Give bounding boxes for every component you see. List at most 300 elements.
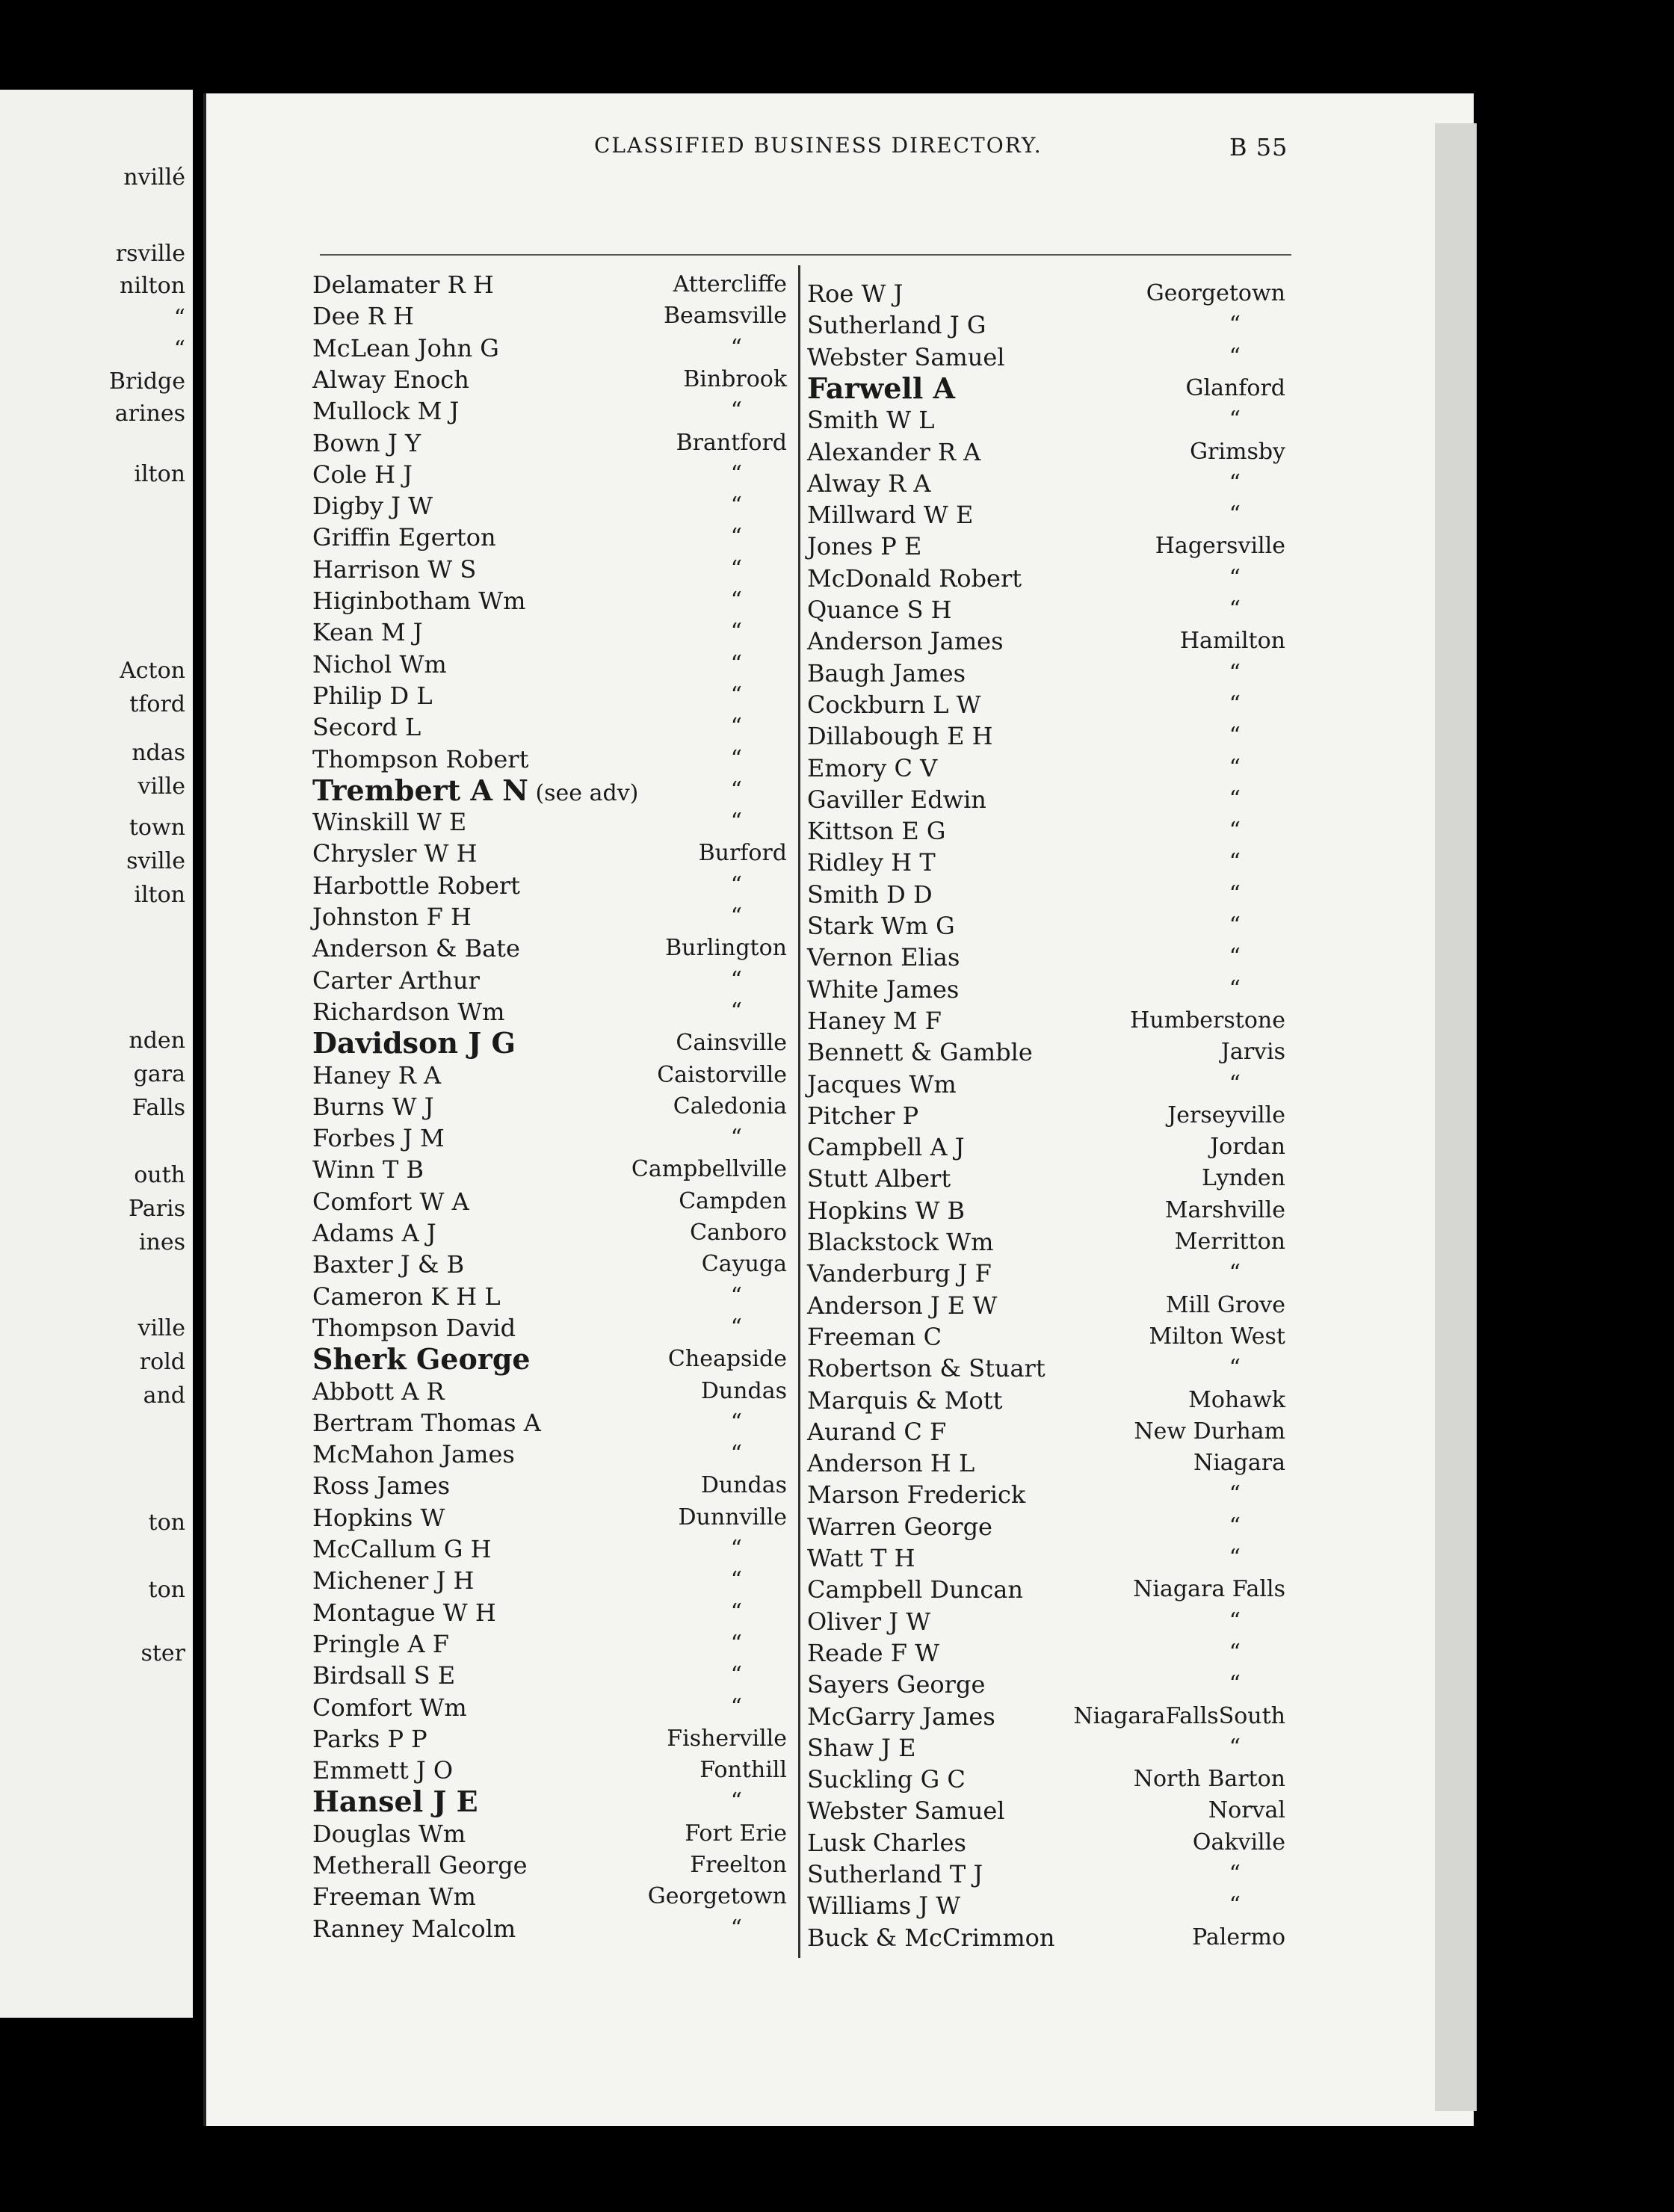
- entry-name: Stark Wm G: [807, 912, 955, 940]
- entry-place: “: [1229, 1892, 1241, 1919]
- entry-place: “: [730, 334, 742, 361]
- directory-entry: [312, 806, 787, 838]
- entry-name: Kittson E G: [807, 817, 946, 846]
- entry-name: Vernon Elias: [807, 943, 960, 972]
- entry-place: Marshville: [1164, 1196, 1285, 1223]
- directory-entry: [807, 942, 1285, 973]
- entry-name: Anderson James: [807, 627, 1004, 656]
- directory-entry: [312, 775, 787, 806]
- directory-entry: [312, 965, 787, 996]
- entry-name: Dee R H: [312, 302, 414, 331]
- entry-place: Binbrook: [683, 365, 787, 392]
- entry-place: “: [730, 745, 742, 772]
- entry-place: “: [730, 492, 742, 519]
- entry-place: “: [1229, 343, 1241, 370]
- facing-page-text: Bridge: [108, 368, 185, 395]
- directory-entry: [312, 870, 787, 901]
- directory-entry: [312, 1723, 787, 1755]
- entry-name: Carter Arthur: [312, 966, 480, 995]
- entry-name: Marquis & Mott: [807, 1385, 1003, 1415]
- directory-entry: [807, 1637, 1285, 1669]
- entry-place: Palermo: [1192, 1924, 1285, 1950]
- directory-entry: [312, 1755, 787, 1786]
- entry-place: “: [730, 1282, 742, 1309]
- directory-entry: [312, 585, 787, 617]
- entry-place: Georgetown: [1146, 280, 1285, 306]
- entry-place: Brantford: [676, 429, 787, 456]
- entry-name: Webster Samuel: [807, 342, 1005, 371]
- facing-page-text: ster: [140, 1640, 185, 1666]
- entry-place: “: [730, 682, 742, 708]
- directory-entry: [807, 1764, 1285, 1795]
- entry-name: Pringle A F: [312, 1629, 449, 1658]
- entry-name: Comfort Wm: [312, 1693, 467, 1722]
- entry-name: Chrysler W H: [312, 839, 478, 868]
- entry-place: Dunnville: [678, 1504, 787, 1530]
- entry-place: “: [730, 1598, 742, 1625]
- directory-entry: [807, 784, 1285, 815]
- entry-place: Jordan: [1210, 1134, 1285, 1161]
- entry-name: McGarry James: [807, 1702, 995, 1731]
- entry-name: Reade F W: [807, 1638, 939, 1667]
- directory-entry: [807, 847, 1285, 878]
- facing-page-text: ilton: [134, 882, 185, 908]
- directory-entry: [807, 499, 1285, 531]
- entry-name: Bennett & Gamble: [807, 1038, 1033, 1067]
- directory-entry: [807, 1226, 1285, 1258]
- entry-name: Birdsall S E: [312, 1661, 456, 1690]
- entry-place: “: [730, 1536, 742, 1562]
- entry-place: Burford: [698, 840, 787, 867]
- directory-entry: [312, 1312, 787, 1344]
- entry-place: Merritton: [1174, 1229, 1285, 1255]
- entry-name: Nichol Wm: [312, 649, 447, 679]
- entry-place: “: [730, 1662, 742, 1689]
- entry-place: “: [730, 776, 742, 803]
- entry-name: Marson Frederick: [807, 1480, 1026, 1510]
- entry-name: Anderson H L: [807, 1449, 975, 1478]
- directory-entry: [312, 459, 787, 490]
- directory-entry: [807, 1448, 1285, 1479]
- directory-entry: [807, 1827, 1285, 1859]
- entry-place: Niagara Falls: [1133, 1576, 1285, 1603]
- entry-name: Stutt Albert: [807, 1164, 951, 1193]
- entry-name: Robertson & Stuart: [807, 1354, 1046, 1383]
- directory-entry: [312, 617, 787, 648]
- entry-name: McCallum G H: [312, 1535, 492, 1563]
- entry-name: Delamater R H: [312, 271, 494, 299]
- entry-name: Michener J H: [312, 1566, 475, 1595]
- directory-entry: [312, 1818, 787, 1850]
- entry-place: North Barton: [1133, 1766, 1285, 1793]
- entry-name: Sutherland T J: [807, 1860, 983, 1888]
- directory-entry: [807, 1037, 1285, 1068]
- directory-entry: [807, 1542, 1285, 1574]
- directory-entry: [312, 1186, 787, 1217]
- directory-entry: [807, 1795, 1285, 1826]
- directory-entry: [312, 901, 787, 933]
- directory-entry: [312, 1028, 787, 1059]
- facing-page-text: arines: [114, 401, 185, 427]
- entry-place: “: [730, 398, 742, 424]
- entry-place: “: [1229, 849, 1241, 876]
- entry-place: Humberstone: [1130, 1007, 1285, 1034]
- facing-page-text: sville: [126, 848, 185, 874]
- entry-place: “: [1229, 944, 1241, 971]
- entry-name: Watt T H: [807, 1544, 915, 1572]
- directory-entry: [312, 649, 787, 680]
- facing-page-fragment: [0, 90, 193, 2018]
- entry-name: Pitcher P: [807, 1101, 919, 1130]
- directory-entry: [807, 1416, 1285, 1448]
- entry-name: Williams J W: [807, 1891, 961, 1921]
- facing-page-text: ilton: [134, 461, 185, 487]
- entry-place: “: [1229, 1639, 1241, 1666]
- directory-entry: [807, 342, 1285, 373]
- facing-page-text: gara: [133, 1061, 185, 1087]
- entry-name: Alway Enoch: [312, 365, 469, 394]
- entry-name: Webster Samuel: [807, 1797, 1005, 1826]
- directory-entry: [807, 1922, 1285, 1953]
- directory-entry: [312, 1407, 787, 1439]
- directory-entry: [807, 1163, 1285, 1194]
- facing-page-text: ton: [148, 1577, 185, 1603]
- entry-place: “: [1229, 818, 1241, 844]
- entry-place: “: [1229, 785, 1241, 812]
- directory-entry: [312, 1597, 787, 1628]
- directory-entry: [312, 1881, 787, 1912]
- entry-name: Sutherland J G: [807, 311, 986, 340]
- entry-place: Canboro: [690, 1220, 787, 1246]
- entry-name: Griffin Egerton: [312, 523, 496, 552]
- directory-entry: [807, 1890, 1285, 1921]
- entry-name: Thompson David: [312, 1313, 516, 1342]
- entry-name: Harbottle Robert: [312, 871, 521, 900]
- entry-name: Freeman Wm: [312, 1882, 476, 1912]
- directory-entry: [807, 1606, 1285, 1637]
- entry-name: Lusk Charles: [807, 1828, 966, 1857]
- directory-entry: [807, 1353, 1285, 1384]
- entry-place: “: [730, 1693, 742, 1720]
- entry-place: Cainsville: [676, 1030, 787, 1057]
- entry-place: “: [730, 966, 742, 993]
- directory-entry: [807, 594, 1285, 625]
- directory-entry: [312, 554, 787, 585]
- facing-page-text: rsville: [115, 241, 185, 267]
- facing-page-text: nden: [129, 1028, 185, 1054]
- entry-name: Gaviller Edwin: [807, 785, 986, 814]
- entry-place: “: [1229, 596, 1241, 622]
- entry-name: Anderson & Bate: [312, 934, 520, 963]
- entry-name: Hopkins W B: [807, 1196, 966, 1225]
- entry-name: Suckling G C: [807, 1765, 966, 1794]
- directory-entry: [312, 933, 787, 964]
- entry-place: “: [1229, 407, 1241, 433]
- entry-name: Anderson J E W: [807, 1291, 998, 1320]
- directory-entry: [807, 531, 1285, 562]
- directory-entry: [807, 1732, 1285, 1764]
- entry-place: Georgetown: [647, 1883, 787, 1910]
- entry-place: Hagersville: [1155, 533, 1285, 560]
- directory-entry: [807, 278, 1285, 309]
- entry-name: McDonald Robert: [807, 563, 1022, 593]
- entry-place: “: [730, 524, 742, 551]
- entry-name: Cameron K H L: [312, 1282, 501, 1311]
- directory-entry: [312, 1850, 787, 1881]
- directory-entry: [312, 744, 787, 775]
- entry-name: Bown J Y: [312, 428, 421, 457]
- entry-place: “: [1229, 1070, 1241, 1097]
- entry-name: McLean John G: [312, 333, 499, 362]
- facing-page-text: Paris: [128, 1196, 185, 1222]
- directory-entry: [807, 1859, 1285, 1890]
- entry-place: “: [1229, 1607, 1241, 1634]
- entry-place: New Durham: [1134, 1418, 1285, 1445]
- directory-entry: [807, 436, 1285, 468]
- entry-name: Johnston F H: [312, 903, 472, 931]
- entry-place: “: [1229, 659, 1241, 686]
- directory-entry: [807, 1069, 1285, 1100]
- entry-place: “: [730, 871, 742, 898]
- entry-name: Haney M F: [807, 1006, 942, 1035]
- entry-name: Buck & McCrimmon: [807, 1923, 1055, 1952]
- entry-name: Millward W E: [807, 501, 974, 530]
- entry-place: “: [730, 809, 742, 835]
- entry-name: Digby J W: [312, 492, 433, 521]
- facing-page-text: ville: [138, 1315, 185, 1341]
- entry-place: “: [730, 1125, 742, 1152]
- entry-name: Ridley H T: [807, 848, 936, 877]
- entry-place: “: [1229, 723, 1241, 750]
- directory-entry: [807, 468, 1285, 499]
- directory-entry: [312, 1628, 787, 1660]
- entry-place: Grimsby: [1190, 438, 1285, 465]
- directory-entry: [312, 522, 787, 553]
- entry-place: “: [730, 1314, 742, 1341]
- entry-name: Campbell A J: [807, 1133, 965, 1162]
- directory-entry: [312, 1217, 787, 1249]
- directory-entry: [312, 1154, 787, 1185]
- directory-entry: [807, 1574, 1285, 1605]
- entry-name: Mullock M J: [312, 397, 460, 426]
- directory-entry: [807, 563, 1285, 594]
- directory-entry: [312, 1692, 787, 1723]
- entry-name: Douglas Wm: [312, 1819, 466, 1848]
- directory-entry: [312, 1281, 787, 1312]
- directory-entry: [312, 1470, 787, 1501]
- entry-name: McMahon James: [312, 1440, 515, 1469]
- directory-entry: [807, 658, 1285, 689]
- entry-place: Milton West: [1149, 1323, 1285, 1350]
- directory-entry: [312, 838, 787, 869]
- entry-place: “: [1229, 1671, 1241, 1698]
- entry-place: “: [730, 555, 742, 582]
- entry-place: “: [730, 714, 742, 741]
- entry-name: Haney R A: [312, 1060, 442, 1090]
- facing-page-text: town: [129, 815, 185, 841]
- entry-place: Beamsville: [663, 303, 787, 330]
- entry-place: “: [1229, 1260, 1241, 1287]
- directory-entry: [807, 1511, 1285, 1542]
- directory-entry: [312, 490, 787, 522]
- entry-place: “: [1229, 1861, 1241, 1887]
- directory-entry: [807, 815, 1285, 847]
- entry-name: Cole H J: [312, 460, 413, 489]
- entry-name: Metherall George: [312, 1851, 528, 1879]
- directory-entry: [807, 753, 1285, 784]
- entry-name: Burns W J: [312, 1092, 434, 1121]
- entry-place: Caistorville: [657, 1061, 787, 1088]
- directory-entry: [312, 1249, 787, 1280]
- directory-entry: [312, 1122, 787, 1154]
- entry-place: “: [730, 1441, 742, 1468]
- entry-name: Sherk George: [312, 1342, 531, 1377]
- entry-name: Davidson J G: [312, 1026, 516, 1060]
- entry-place: Dundas: [700, 1377, 787, 1404]
- directory-entry: [807, 1385, 1285, 1416]
- facing-page-text: ndas: [132, 740, 185, 766]
- entry-place: “: [730, 460, 742, 487]
- entry-name: Higinbotham Wm: [312, 587, 526, 615]
- directory-entry: [312, 427, 787, 459]
- directory-entry: [312, 1786, 787, 1817]
- entry-place: “: [730, 1788, 742, 1815]
- entry-place: Dundas: [700, 1472, 787, 1499]
- directory-entry: [807, 309, 1285, 341]
- directory-entry: [312, 1060, 787, 1091]
- entry-name: Secord L: [312, 713, 421, 742]
- entry-name: Harrison W S: [312, 554, 477, 584]
- directory-entry: [807, 1321, 1285, 1353]
- entry-name: Adams A J: [312, 1219, 436, 1247]
- entry-place: Oakville: [1192, 1829, 1285, 1856]
- entry-name: White James: [807, 974, 960, 1004]
- directory-entry: [807, 910, 1285, 942]
- entry-name: Hansel J E: [312, 1785, 478, 1819]
- directory-entry: [312, 1376, 787, 1407]
- entry-place: Burlington: [665, 935, 787, 962]
- directory-entry: [312, 996, 787, 1028]
- entry-place: Norval: [1208, 1797, 1285, 1824]
- entry-place: Caledonia: [673, 1093, 787, 1119]
- directory-entry: [312, 1533, 787, 1565]
- entry-name: Smith W L: [807, 406, 935, 435]
- facing-page-text: ines: [138, 1229, 185, 1255]
- entry-name: Dillabough E H: [807, 722, 993, 751]
- directory-entry: [807, 1005, 1285, 1037]
- entry-name: Alway R A: [807, 469, 931, 498]
- directory-entry: [312, 1344, 787, 1375]
- facing-page-text: “: [173, 305, 185, 331]
- entry-place: “: [1229, 912, 1241, 939]
- directory-entry: [807, 1131, 1285, 1163]
- page-edge: [1435, 123, 1477, 2111]
- entry-place: “: [1229, 1513, 1241, 1539]
- entry-name: Philip D L: [312, 681, 433, 710]
- facing-page-text: nvillé: [123, 164, 185, 191]
- directory-entry: [312, 395, 787, 427]
- entry-name: Bertram Thomas A: [312, 1408, 541, 1437]
- directory-entry: [807, 1669, 1285, 1700]
- directory-entry: [312, 1565, 787, 1596]
- entry-name: Jones P E: [807, 532, 922, 561]
- entry-place: Mill Grove: [1165, 1291, 1285, 1318]
- entry-name: Comfort W A: [312, 1187, 469, 1216]
- entry-place: Jarvis: [1220, 1039, 1285, 1066]
- entry-name: Blackstock Wm: [807, 1228, 994, 1256]
- header-rule: [320, 254, 1291, 256]
- entry-place: Glanford: [1185, 374, 1285, 401]
- entry-place: “: [730, 1630, 742, 1657]
- entry-place: “: [730, 1567, 742, 1594]
- directory-entry: [312, 333, 787, 364]
- facing-page-text: Acton: [120, 658, 185, 684]
- entry-name: Parks P P: [312, 1724, 427, 1753]
- directory-entry: [807, 1290, 1285, 1321]
- entry-place: “: [730, 998, 742, 1025]
- directory-entry: [807, 625, 1285, 657]
- entry-name: Cockburn L W: [807, 690, 981, 719]
- entry-name: Shaw J E: [807, 1733, 916, 1762]
- entry-place: “: [730, 1915, 742, 1941]
- entry-name: Trembert A N (see adv): [312, 773, 639, 807]
- entry-name: Montague W H: [312, 1598, 496, 1627]
- directory-entry: [312, 300, 787, 332]
- directory-entry: [312, 1502, 787, 1533]
- directory-entry: [312, 1439, 787, 1470]
- entry-name: Winskill W E: [312, 808, 467, 837]
- entry-name: Smith D D: [807, 880, 933, 909]
- directory-entry: [312, 364, 787, 395]
- entry-name: Quance S H: [807, 596, 952, 624]
- directory-entry: [807, 1195, 1285, 1226]
- facing-page-text: ville: [138, 773, 185, 800]
- entry-place: “: [1229, 754, 1241, 781]
- entry-name: Emory C V: [807, 753, 938, 782]
- directory-entry: [807, 373, 1285, 404]
- facing-page-text: tford: [129, 691, 185, 717]
- entry-place: “: [1229, 691, 1241, 717]
- entry-place: “: [1229, 312, 1241, 339]
- entry-name: Baugh James: [807, 658, 966, 688]
- entry-place: “: [1229, 564, 1241, 591]
- entry-name: Freeman C: [807, 1322, 942, 1351]
- entry-place: Campbellville: [631, 1156, 787, 1183]
- entry-place: Fort Erie: [685, 1820, 787, 1847]
- entry-place: “: [730, 619, 742, 646]
- entry-place: “: [730, 587, 742, 614]
- entry-place: “: [1229, 1481, 1241, 1508]
- directory-entry: [807, 1701, 1285, 1732]
- entry-name: Ross James: [312, 1471, 450, 1501]
- entry-name: Vanderburg J F: [807, 1259, 992, 1288]
- directory-entry: [312, 269, 787, 300]
- facing-page-text: nilton: [120, 273, 185, 299]
- entry-name: Baxter J & B: [312, 1250, 465, 1279]
- directory-entry: [807, 1479, 1285, 1510]
- entry-name: Emmett J O: [312, 1756, 454, 1785]
- entry-name: Hopkins W: [312, 1503, 445, 1532]
- entry-place: Jerseyville: [1167, 1102, 1285, 1128]
- entry-place: “: [1229, 501, 1241, 528]
- directory-entry: [312, 1091, 787, 1122]
- entry-name: Kean M J: [312, 618, 423, 647]
- entry-place: “: [1229, 975, 1241, 1002]
- entry-place: Cayuga: [701, 1251, 787, 1278]
- entry-place: “: [1229, 880, 1241, 907]
- entry-place: “: [730, 650, 742, 677]
- entry-name: Campbell Duncan: [807, 1575, 1023, 1604]
